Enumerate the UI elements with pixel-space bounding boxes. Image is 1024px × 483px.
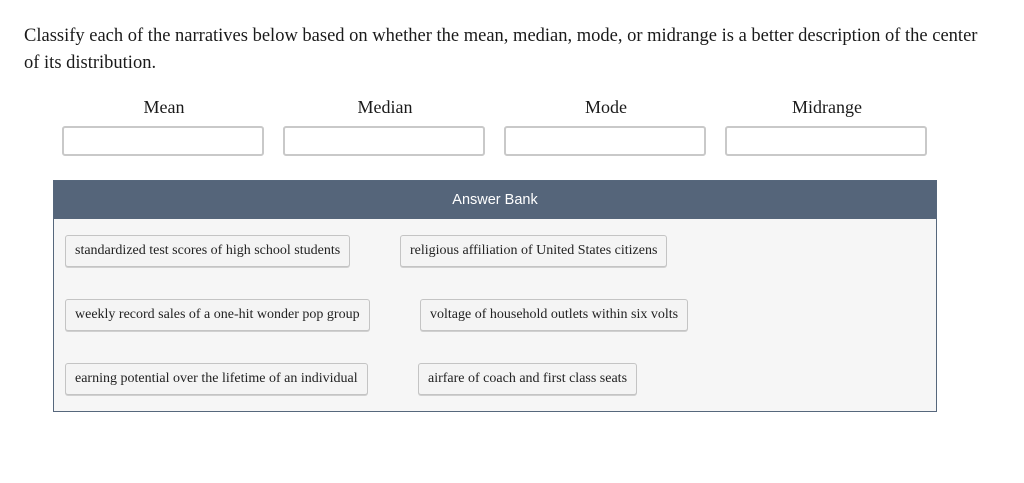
answer-chip-airfare-seats[interactable]: airfare of coach and first class seats	[418, 363, 637, 395]
answer-chip-weekly-record-sales[interactable]: weekly record sales of a one-hit wonder pop group	[65, 299, 370, 331]
answer-chip-household-voltage[interactable]: voltage of household outlets within six volts	[420, 299, 688, 331]
drop-zone-median[interactable]	[283, 126, 485, 156]
category-label-mean: Mean	[143, 97, 185, 117]
answer-chip-earning-potential[interactable]: earning potential over the lifetime of an individual	[65, 363, 368, 395]
drop-zone-mode[interactable]	[504, 126, 706, 156]
question-prompt: Classify each of the narratives below based on whether the mean, median, mode, or midrange is a better description of the center of its distribution.	[24, 26, 978, 73]
category-median	[283, 96, 487, 156]
answer-chip-religious-affiliation[interactable]: religious affiliation of United States citizens	[400, 235, 667, 267]
category-midrange	[725, 96, 929, 156]
answer-bank	[53, 180, 937, 412]
category-mean	[62, 96, 266, 156]
answer-chip-standardized-test-scores[interactable]: standardized test scores of high school students	[65, 235, 350, 267]
category-mode	[504, 96, 708, 156]
drop-zone-midrange[interactable]	[725, 126, 927, 156]
category-label-mode: Mode	[585, 97, 627, 117]
category-label-median: Median	[357, 97, 413, 117]
category-label-midrange: Midrange	[792, 97, 862, 117]
drop-zone-mean[interactable]	[62, 126, 264, 156]
answer-bank-header: Answer Bank	[54, 181, 936, 219]
